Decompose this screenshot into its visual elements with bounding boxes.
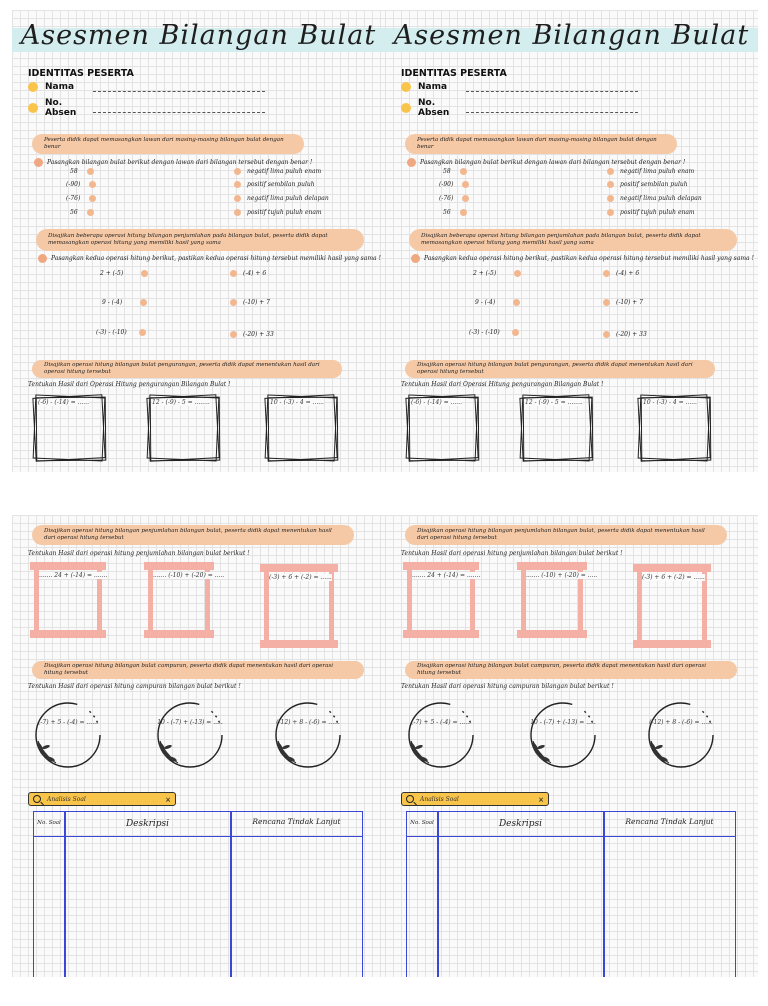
wreath-icon	[270, 697, 346, 769]
bullet-icon	[401, 103, 411, 113]
item-text: positif sembilan puluh	[620, 181, 688, 188]
answer-circle[interactable]	[152, 697, 228, 769]
item-text: (-76)	[439, 195, 454, 202]
section1-left-item[interactable]	[443, 209, 467, 216]
bullet-icon	[34, 158, 43, 167]
wreath-icon	[152, 697, 228, 769]
absen-field[interactable]	[466, 106, 638, 113]
section2-right-item[interactable]	[603, 270, 639, 277]
section3-banner: Disajikan operasi hitung bilangan bulat pengurangan, peserta didik dapat menentukan hasil dari operasi hitung tersebut	[405, 360, 715, 378]
section1-right-item[interactable]	[234, 195, 329, 202]
problem-text: ....... (-10) + (-20) = .....	[526, 572, 598, 579]
name-field[interactable]	[466, 85, 638, 92]
match-dot[interactable]	[89, 181, 96, 188]
bullet-icon	[401, 82, 411, 92]
problem-text: 10 - (-3) - 4 = ......	[270, 399, 324, 406]
absen-label: No. Absen	[45, 98, 77, 118]
bullet-icon	[28, 82, 38, 92]
item-text: 58	[70, 168, 78, 175]
section2-banner: Disajikan beberapa operasi hitung bilangan penjumlahan pada bilangan bulat, peserta didik dapat memasangkan operasi hitung yang memiliki hasil yang sama	[36, 229, 364, 251]
problem-text: 10 - (-7) + (-13) = .....	[157, 719, 223, 726]
item-text: (-3) - (-10)	[469, 329, 500, 336]
page-title: Asesmen Bilangan Bulat	[393, 20, 750, 51]
section1-right-item[interactable]	[607, 181, 688, 188]
answer-box[interactable]	[266, 396, 336, 460]
item-text: (-20) + 33	[616, 331, 647, 338]
item-text: negatif lima puluh enam	[620, 168, 695, 175]
section1-right-item[interactable]	[607, 168, 694, 175]
column-divider	[230, 812, 232, 977]
answer-circle[interactable]	[270, 697, 346, 769]
section1-left-item[interactable]	[439, 195, 469, 202]
item-text: (-20) + 33	[243, 331, 274, 338]
problem-text: 12 - (-9) - 5 = ........	[152, 399, 210, 406]
assessment-sheet-page-2-left	[12, 515, 385, 977]
item-text: 2 + (-5)	[473, 270, 497, 277]
answer-frame[interactable]	[264, 565, 334, 647]
item-text: 2 + (-5)	[100, 270, 124, 277]
section2-right-item[interactable]	[230, 299, 270, 306]
match-dot[interactable]	[230, 299, 237, 306]
section1-banner: Peserta didik dapat memasangkan lawan dari masing-masing bilangan bulat dengan benar	[32, 134, 304, 154]
wreath-icon	[403, 697, 479, 769]
assessment-sheet-page-1-right	[385, 10, 758, 472]
section5-banner: Disajikan operasi hitung bilangan bulat campuran, peserta didik dapat menentukan hasil dari operasi hitung tersebut	[32, 661, 364, 679]
name-row	[401, 82, 638, 92]
col-header-plan: Rencana Tindak Lanjut	[625, 817, 714, 826]
item-text: positif tujuh puluh enam	[620, 209, 695, 216]
col-header-no: No. Soal	[37, 820, 61, 826]
match-dot[interactable]	[234, 209, 241, 216]
match-dot[interactable]	[139, 329, 146, 336]
section4-instruction: Tentukan Hasil dari operasi hitung penjumlahan bilangan bulat berikut !	[28, 550, 250, 557]
analysis-tab[interactable]	[28, 792, 176, 806]
analysis-table	[406, 811, 736, 977]
section2-right-item[interactable]	[603, 299, 643, 306]
name-field[interactable]	[93, 85, 265, 92]
item-text: 56	[70, 209, 78, 216]
section4-banner: Disajikan operasi hitung bilangan penjumlahan bilangan bulat, peserta didik dapat menentukan hasil dari operasi hitung tersebut	[32, 525, 354, 545]
answer-circle[interactable]	[525, 697, 601, 769]
answer-box[interactable]	[639, 396, 709, 460]
col-header-no: No. Soal	[410, 820, 434, 826]
match-dot[interactable]	[234, 181, 241, 188]
match-dot[interactable]	[460, 168, 467, 175]
problem-text: 12 - (-9) - 5 = ........	[525, 399, 583, 406]
section1-right-item[interactable]	[607, 195, 702, 202]
section2-banner: Disajikan beberapa operasi hitung bilangan penjumlahan pada bilangan bulat, peserta didik dapat memasangkan operasi hitung yang memiliki hasil yang sama	[409, 229, 737, 251]
identity-heading: IDENTITAS PESERTA	[28, 68, 134, 79]
section2-instruction	[38, 254, 381, 263]
section1-right-item[interactable]	[234, 181, 315, 188]
name-row	[28, 82, 265, 92]
match-dot[interactable]	[607, 168, 614, 175]
match-dot[interactable]	[607, 209, 614, 216]
match-dot[interactable]	[140, 299, 147, 306]
answer-frame[interactable]	[407, 563, 481, 637]
section1-instruction	[407, 158, 685, 167]
problem-text: (-7) + 5 - (-4) = ......	[411, 719, 471, 726]
problem-text: 10 - (-3) - 4 = ......	[643, 399, 697, 406]
match-dot[interactable]	[230, 331, 237, 338]
bullet-icon	[407, 158, 416, 167]
column-divider	[437, 812, 439, 977]
problem-text: (-3) + 6 + (-2) = ......	[642, 574, 705, 581]
item-text: (-10) + 7	[616, 299, 644, 306]
name-label: Nama	[418, 82, 448, 92]
section4-instruction: Tentukan Hasil dari operasi hitung penjumlahan bilangan bulat berikut !	[401, 550, 623, 557]
item-text: negatif lima puluh delapan	[247, 195, 329, 202]
absen-label: No. Absen	[418, 98, 450, 118]
search-icon	[33, 795, 41, 803]
match-dot[interactable]	[514, 270, 521, 277]
item-text: 58	[443, 168, 451, 175]
match-dot[interactable]	[607, 181, 614, 188]
section1-right-item[interactable]	[234, 209, 322, 216]
problem-text: (-12) + 8 - (-6) = ......	[649, 719, 713, 726]
match-dot[interactable]	[462, 181, 469, 188]
analysis-tab-label: Analisis Soal	[47, 795, 86, 803]
section1-left-item[interactable]	[70, 168, 94, 175]
section1-left-item[interactable]	[66, 181, 96, 188]
analysis-tab[interactable]	[401, 792, 549, 806]
section1-left-item[interactable]	[66, 195, 96, 202]
match-dot[interactable]	[603, 331, 610, 338]
item-text: (-90)	[66, 181, 81, 188]
analysis-table	[33, 811, 363, 977]
item-text: (-76)	[66, 195, 81, 202]
section2-right-item[interactable]	[230, 331, 274, 338]
name-label: Nama	[45, 82, 75, 92]
section1-right-item[interactable]	[234, 168, 321, 175]
section3-instruction: Tentukan Hasil dari Operasi Hitung pengurangan Bilangan Bulat !	[28, 381, 231, 388]
section2-left-item[interactable]	[475, 299, 520, 306]
section1-instruction	[34, 158, 312, 167]
answer-frame[interactable]	[637, 565, 707, 647]
assessment-sheet-page-1-left	[12, 10, 385, 472]
match-dot[interactable]	[513, 299, 520, 306]
bullet-icon	[38, 254, 47, 263]
wreath-icon	[643, 697, 719, 769]
section1-left-item[interactable]	[70, 209, 94, 216]
col-header-description: Deskripsi	[498, 819, 543, 829]
section2-instruction-text: Pasangkan kedua operasi hitung berikut, pastikan kedua operasi hitung tersebut memiliki hasil yang sama !	[51, 255, 381, 262]
section3-instruction: Tentukan Hasil dari Operasi Hitung pengurangan Bilangan Bulat !	[401, 381, 604, 388]
match-dot[interactable]	[87, 209, 94, 216]
col-header-plan: Rencana Tindak Lanjut	[252, 817, 341, 826]
column-divider	[603, 812, 605, 977]
section1-left-item[interactable]	[439, 181, 469, 188]
section2-left-item[interactable]	[473, 270, 521, 277]
answer-box[interactable]	[34, 396, 104, 460]
match-dot[interactable]	[141, 270, 148, 277]
section5-instruction: Tentukan Hasil dari operasi hitung campuran bilangan bulat berikut !	[401, 683, 614, 690]
col-header-description: Deskripsi	[125, 819, 170, 829]
close-icon[interactable]: ×	[538, 794, 544, 804]
assessment-sheet-page-2-right	[385, 515, 758, 977]
problem-text: ....... 24 + (-14) = .......	[39, 572, 108, 579]
problem-text: 10 - (-7) + (-13) = .....	[530, 719, 596, 726]
item-text: (-4) + 6	[616, 270, 640, 277]
item-text: (-10) + 7	[243, 299, 271, 306]
section3-banner: Disajikan operasi hitung bilangan bulat pengurangan, peserta didik dapat menentukan hasil dari operasi hitung tersebut	[32, 360, 342, 378]
match-dot[interactable]	[607, 195, 614, 202]
item-text: 56	[443, 209, 451, 216]
identity-heading: IDENTITAS PESERTA	[401, 68, 507, 79]
match-dot[interactable]	[603, 270, 610, 277]
section2-left-item[interactable]	[469, 329, 519, 336]
item-text: (-3) - (-10)	[96, 329, 127, 336]
section2-left-item[interactable]	[100, 270, 148, 277]
answer-frame[interactable]	[148, 563, 225, 637]
section2-right-item[interactable]	[230, 270, 266, 277]
match-dot[interactable]	[89, 195, 96, 202]
bullet-icon	[411, 254, 420, 263]
wreath-icon	[30, 697, 106, 769]
analysis-tab-label: Analisis Soal	[420, 795, 459, 803]
item-text: positif tujuh puluh enam	[247, 209, 322, 216]
item-text: 9 - (-4)	[475, 299, 496, 306]
problem-text: (-6) - (-14) = ......	[411, 399, 462, 406]
section1-banner: Peserta didik dapat memasangkan lawan dari masing-masing bilangan bulat dengan benar	[405, 134, 677, 154]
column-divider	[64, 812, 66, 977]
answer-box[interactable]	[407, 396, 477, 460]
match-dot[interactable]	[603, 299, 610, 306]
answer-box[interactable]	[148, 396, 218, 460]
answer-box[interactable]	[521, 396, 591, 460]
match-dot[interactable]	[462, 195, 469, 202]
match-dot[interactable]	[230, 270, 237, 277]
item-text: 9 - (-4)	[102, 299, 123, 306]
section5-banner: Disajikan operasi hitung bilangan bulat campuran, peserta didik dapat menentukan hasil dari operasi hitung tersebut	[405, 661, 737, 679]
answer-circle[interactable]	[403, 697, 479, 769]
match-dot[interactable]	[87, 168, 94, 175]
section1-right-item[interactable]	[607, 209, 695, 216]
answer-frame[interactable]	[521, 563, 598, 637]
problem-text: ....... (-10) + (-20) = .....	[153, 572, 225, 579]
match-dot[interactable]	[234, 195, 241, 202]
section2-left-item[interactable]	[96, 329, 146, 336]
item-text: negatif lima puluh enam	[247, 168, 322, 175]
absen-field[interactable]	[93, 106, 265, 113]
item-text: positif sembilan puluh	[247, 181, 315, 188]
item-text: (-90)	[439, 181, 454, 188]
section5-instruction: Tentukan Hasil dari operasi hitung campuran bilangan bulat berikut !	[28, 683, 241, 690]
problem-text: (-12) + 8 - (-6) = ......	[276, 719, 340, 726]
match-dot[interactable]	[512, 329, 519, 336]
section1-instruction-text: Pasangkan bilangan bulat berikut dengan lawan dari bilangan tersebut dengan benar !	[420, 159, 686, 166]
close-icon[interactable]: ×	[165, 794, 171, 804]
answer-circle[interactable]	[643, 697, 719, 769]
section1-left-item[interactable]	[443, 168, 467, 175]
answer-circle[interactable]	[30, 697, 106, 769]
bullet-icon	[28, 103, 38, 113]
section2-instruction-text: Pasangkan kedua operasi hitung berikut, pastikan kedua operasi hitung tersebut memiliki hasil yang sama !	[424, 255, 754, 262]
absen-row	[28, 98, 265, 118]
match-dot[interactable]	[234, 168, 241, 175]
absen-row	[401, 98, 638, 118]
problem-text: (-6) - (-14) = ......	[38, 399, 89, 406]
item-text: negatif lima puluh delapan	[620, 195, 702, 202]
item-text: (-4) + 6	[243, 270, 267, 277]
page-title: Asesmen Bilangan Bulat	[20, 20, 377, 51]
section4-banner: Disajikan operasi hitung bilangan penjumlahan bilangan bulat, peserta didik dapat menentukan hasil dari operasi hitung tersebut	[405, 525, 727, 545]
section2-instruction	[411, 254, 754, 263]
problem-text: (-7) + 5 - (-4) = ......	[38, 719, 98, 726]
wreath-icon	[525, 697, 601, 769]
problem-text: (-3) + 6 + (-2) = ......	[269, 574, 332, 581]
answer-frame[interactable]	[34, 563, 108, 637]
section2-right-item[interactable]	[603, 331, 647, 338]
search-icon	[406, 795, 414, 803]
match-dot[interactable]	[460, 209, 467, 216]
section1-instruction-text: Pasangkan bilangan bulat berikut dengan lawan dari bilangan tersebut dengan benar !	[47, 159, 313, 166]
section2-left-item[interactable]	[102, 299, 147, 306]
problem-text: ....... 24 + (-14) = .......	[412, 572, 481, 579]
